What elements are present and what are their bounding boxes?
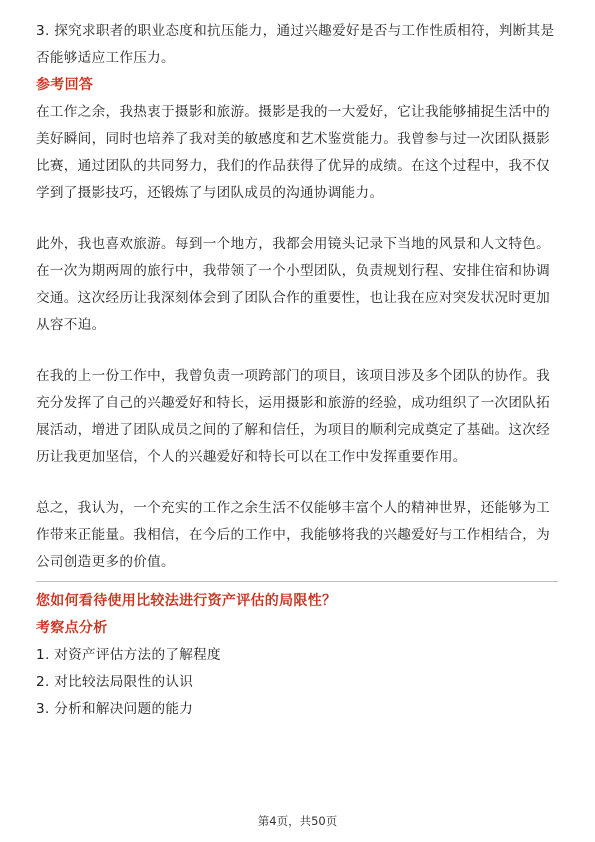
page-content: [36, 18, 558, 723]
answer-heading: 参考回答: [36, 77, 94, 93]
prev-point-3: 3. 探究求职者的职业态度和抗压能力，通过兴趣爱好是否与工作性质相符，判断其是否能够适应工作压力。: [36, 23, 555, 66]
page-number: 第4页，共50页: [257, 814, 338, 828]
analysis-point-2: 2. 对比较法局限性的认识: [36, 674, 194, 690]
section-divider: [36, 581, 558, 582]
answer-paragraph-1: 在工作之余，我热衷于摄影和旅游。摄影是我的一大爱好，它让我能够捕捉生活中的美好瞬间，同时也培养了我对美的敏感度和艺术鉴赏能力。我曾参与过一次团队摄影比赛，通过团队的共同努力，我们的作品获得了优异的成绩。在这个过程中，我不仅学到了摄影技巧，还锻炼了与团队成员的沟通协调能力。: [36, 104, 551, 201]
answer-paragraph-2: 此外，我也喜欢旅游。每到一个地方，我都会用镜头记录下当地的风景和人文特色。在一次为期两周的旅行中，我带领了一个小型团队，负责规划行程、安排住宿和协调交通。这次经历让我深刻体会到了团队合作的重要性，也让我在应对突发状况时更加从容不迫。: [36, 236, 551, 333]
paragraph-gap: [36, 207, 558, 231]
analysis-heading: 考察点分析: [36, 620, 108, 636]
question-title: 您如何看待使用比较法进行资产评估的局限性？: [36, 593, 337, 609]
analysis-point-3: 3. 分析和解决问题的能力: [36, 701, 194, 717]
answer-paragraph-4: 总之，我认为，一个充实的工作之余生活不仅能够丰富个人的精神世界，还能够为工作带来正能量。我相信，在今后的工作中，我能够将我的兴趣爱好与工作相结合，为公司创造更多的价值。: [36, 500, 551, 570]
answer-paragraph-3: 在我的上一份工作中，我曾负责一项跨部门的项目，该项目涉及多个团队的协作。我充分发挥了自己的兴趣爱好和特长，运用摄影和旅游的经验，成功组织了一次团队拓展活动，增进了团队成员之间的了解和信任，为项目的顺利完成奠定了基础。这次经历让我更加坚信，个人的兴趣爱好和特长可以在工作中发挥重要作用。: [36, 368, 551, 465]
analysis-point-1: 1. 对资产评估方法的了解程度: [36, 647, 221, 663]
paragraph-gap: [36, 339, 558, 363]
paragraph-gap: [36, 471, 558, 495]
